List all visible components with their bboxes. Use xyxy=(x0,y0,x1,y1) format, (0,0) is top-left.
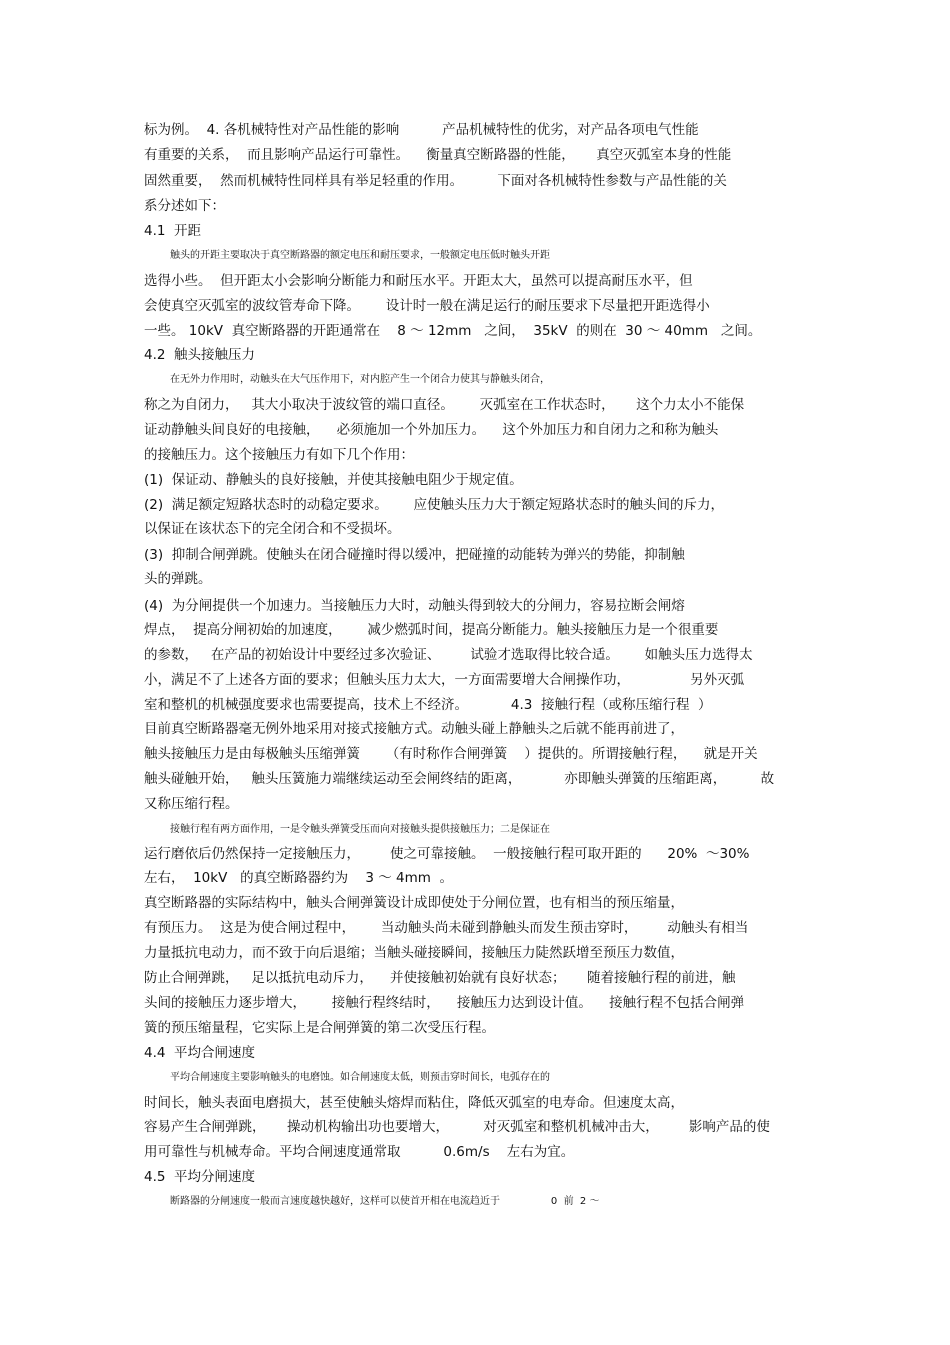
text-line: 又称压缩行程。 xyxy=(144,796,239,812)
text-line: 选得小些。 但开距太小会影响分断能力和耐压水平。开距太大，虽然可以提高耐压水平，但 xyxy=(144,273,693,289)
text-line: 力量抵抗电动力，而不致于向后退缩；当触头碰接瞬间，接触压力陡然跃增至预压力数值， xyxy=(144,945,684,961)
text-line: 接触行程有两方面作用，一是令触头弹簧受压而向对接触头提供接触压力；二是保证在 xyxy=(170,824,550,835)
text-line: 系分述如下： xyxy=(144,198,225,214)
text-line: 断路器的分闸速度一般而言速度越快越好，这样可以使首开相在电流趋近于 0 前 2 ～ xyxy=(170,1196,600,1207)
text-line: 时间长，触头表面电磨损大，甚至使触头熔焊而粘住，降低灭弧室的电寿命。但速度太高， xyxy=(144,1095,684,1111)
text-line: 防止合闸弹跳， 足以抵抗电动斥力， 并使接触初始就有良好状态； 随着接触行程的前进，触 xyxy=(144,970,736,986)
text-line: 有重要的关系， 而且影响产品运行可靠性。 衡量真空断路器的性能， 真空灭弧室本身的性能 xyxy=(144,147,732,163)
section-heading: 4.4 平均合闸速度 xyxy=(144,1045,256,1061)
list-item: (3) 抑制合闸弹跳。使触头在闭合碰撞时得以缓冲，把碰撞的动能转为弹兴的势能，抑制触 xyxy=(144,547,685,563)
list-item: (2) 满足额定短路状态时的动稳定要求。 应使触头压力大于额定短路状态时的触头间的斥力， xyxy=(144,497,724,513)
list-item: (4) 为分闸提供一个加速力。当接触压力大时，动触头得到较大的分闸力，容易拉断会闸熔 xyxy=(144,598,685,614)
text-line: 称之为自闭力， 其大小取决于波纹管的端口直径。 灭弧室在工作状态时， 这个力太小不能保 xyxy=(144,397,745,413)
text-line: 容易产生合闸弹跳， 操动机构输出功也要增大， 对灭弧室和整机机械冲击大， 影响产品的使 xyxy=(144,1119,770,1135)
text-line: 会使真空灭弧室的波纹管寿命下降。 设计时一般在满足运行的耐压要求下尽量把开距选得小 xyxy=(144,298,710,314)
text-line: 用可靠性与机械寿命。平均合闸速度通常取 0.6m/s 左右为宜。 xyxy=(144,1144,575,1160)
section-heading: 4.2 触头接触压力 xyxy=(144,347,256,363)
text-line: 簧的预压缩量程，它实际上是合闸弹簧的第二次受压行程。 xyxy=(144,1020,495,1036)
list-item: (1) 保证动、静触头的良好接触，并使其接触电阻少于规定值。 xyxy=(144,472,523,488)
text-line: 的参数， 在产品的初始设计中要经过多次验证、 试验才选取得比较合适。 如触头压力选得太 xyxy=(144,647,753,663)
text-line: 固然重要， 然而机械特性同样具有举足轻重的作用。 下面对各机械特性参数与产品性能的关 xyxy=(144,173,727,189)
text-line: 焊点， 提高分闸初始的加速度， 减少燃弧时间，提高分断能力。触头接触压力是一个很重要 xyxy=(144,622,719,638)
text-line: 触头碰触开始， 触头压簧施力端继续运动至会闸终结的距离， 亦即触头弹簧的压缩距离， 故 xyxy=(144,771,775,787)
text-line: 真空断路器的实际结构中，触头合闸弹簧设计成即使处于分闸位置，也有相当的预压缩量， xyxy=(144,895,684,911)
text-line: 触头的开距主要取决于真空断路器的额定电压和耐压要求，一般额定电压低时触头开距 xyxy=(170,250,550,261)
text-line: 标为例。 4. 各机械特性对产品性能的影响 产品机械特性的优劣，对产品各项电气性能 xyxy=(144,122,699,138)
text-line: 触头接触压力是由每极触头压缩弹簧 （有时称作合闸弹簧 ）提供的。所谓接触行程， 就是开关 xyxy=(144,746,758,762)
text-line: 头的弹跳。 xyxy=(144,571,212,587)
text-line: 目前真空断路器毫无例外地采用对接式接触方式。动触头碰上静触头之后就不能再前进了， xyxy=(144,721,684,737)
text-line: 小，满足不了上述各方面的要求；但触头压力太大，一方面需要增大合闸操作功， 另外灭弧 xyxy=(144,672,745,688)
text-line: 在无外力作用时，动触头在大气压作用下，对内腔产生一个闭合力使其与静触头闭合， xyxy=(170,374,550,385)
text-line: 的接触压力。这个接触压力有如下几个作用： xyxy=(144,447,414,463)
text-line: 左右， 10kV 的真空断路器约为 3 ～ 4mm 。 xyxy=(144,870,453,886)
section-heading: 4.5 平均分闸速度 xyxy=(144,1169,256,1185)
text-line: 证动静触头间良好的电接触， 必须施加一个外加压力。 这个外加压力和自闭力之和称为触头 xyxy=(144,422,719,438)
text-line: 室和整机的机械强度要求也需要提高，技术上不经济。 4.3 接触行程（或称压缩行程 ） xyxy=(144,697,712,713)
text-line: 平均合闸速度主要影响触头的电磨蚀。如合闸速度太低，则预击穿时间长，电弧存在的 xyxy=(170,1072,550,1083)
text-line: 一些。 10kV 真空断路器的开距通常在 8 ～ 12mm 之间， 35kV 的则在 30 ～ 40mm 之间。 xyxy=(144,323,762,339)
section-heading: 4.1 开距 xyxy=(144,223,202,239)
text-line: 运行磨依后仍然保持一定接触压力， 使之可靠接触。 一般接触行程可取开距的 20% ～30% xyxy=(144,846,750,862)
text-line: 有预压力。 这是为使合闸过程中， 当动触头尚未碰到静触头而发生预击穿时， 动触头有相当 xyxy=(144,920,749,936)
text-line: 头间的接触压力逐步增大， 接触行程终结时， 接触压力达到设计值。 接触行程不包括合闸弹 xyxy=(144,995,745,1011)
text-line: 以保证在该状态下的完全闭合和不受损坏。 xyxy=(144,521,401,537)
